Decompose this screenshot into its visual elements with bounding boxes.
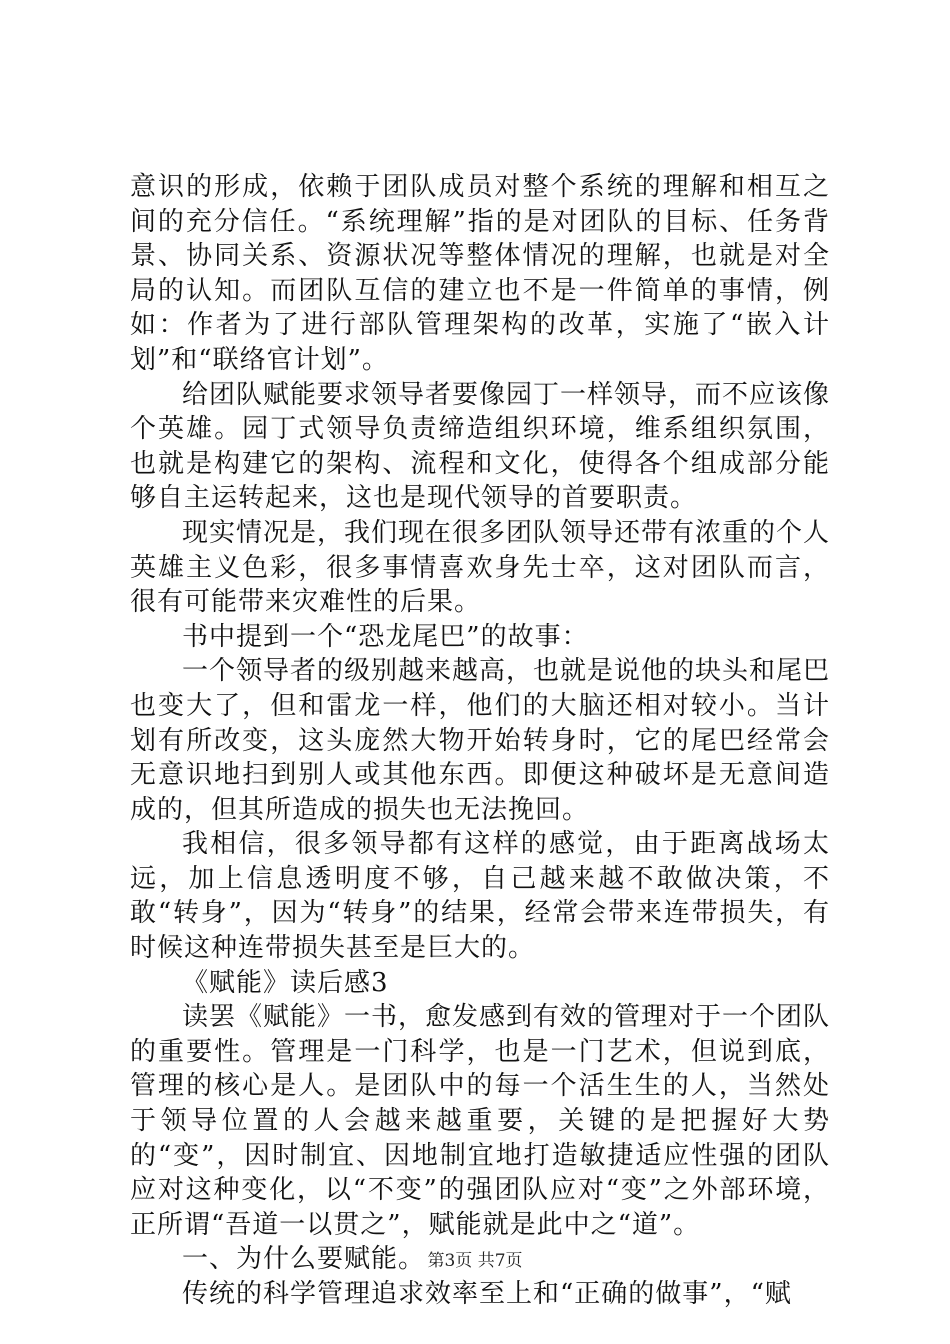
document-body bbox=[130, 170, 830, 1312]
subsection-heading: 一、为什么要赋能。 bbox=[182, 1244, 426, 1275]
paragraph-4: 书中提到一个“恐龙尾巴”的故事： bbox=[182, 621, 589, 652]
paragraph-7: 读罢《赋能》一书，愈发感到有效的管理对于一个团队的重要性。管理是一门科学，也是一门艺术，但说到底，管理的核心是人。是团队中的每一个活生生的人，当然处于领导位置的人会越来越重要，关键的是把握好大势的“变”，因时制宜、因地制宜地打造敏捷适应性强的团队应对这种变化，以“不变”的强团队应对“变”之外部环境，正所谓“吾道一以贯之”，赋能就是此中之“道”。 bbox=[130, 1002, 831, 1240]
paragraph-3: 现实情况是，我们现在很多团队领导还带有浓重的个人英雄主义色彩，很多事情喜欢身先士卒，这对团队而言，很有可能带来灾难性的后果。 bbox=[130, 517, 831, 618]
page-footer: 第3页 共7页 bbox=[427, 1251, 523, 1271]
paragraph-1: 意识的形成，依赖于团队成员对整个系统的理解和相互之间的充分信任。“系统理解”指的是对团队的目标、任务背景、协同关系、资源状况等整体情况的理解，也就是对全局的认知。而团队互信的建立也不是一件简单的事情，例如：作者为了进行部队管理架构的改革，实施了“嵌入计划”和“联络官计划”。 bbox=[130, 172, 830, 375]
section-heading: 《赋能》读后感3 bbox=[182, 967, 389, 998]
paragraph-2: 给团队赋能要求领导者要像园丁一样领导，而不应该像个英雄。园丁式领导负责缔造组织环境，维系组织氛围，也就是构建它的架构、流程和文化，使得各个组成部分能够自主运转起来，这也是现代领导的首要职责。 bbox=[130, 379, 831, 514]
paragraph-8: 传统的科学管理追求效率至上和“正确的做事”，“赋 bbox=[182, 1279, 792, 1309]
paragraph-6: 我相信，很多领导都有这样的感觉，由于距离战场太远，加上信息透明度不够，自己越来越不敢做决策，不敢“转身”，因为“转身”的结果，经常会带来连带损失，有时候这种连带损失甚至是巨大的。 bbox=[130, 829, 830, 964]
paragraph-5: 一个领导者的级别越来越高，也就是说他的块头和尾巴也变大了，但和雷龙一样，他们的大脑还相对较小。当计划有所改变，这头庞然大物开始转身时，它的尾巴经常会无意识地扫到别人或其他东西。即便这种破坏是无意间造成的，但其所造成的损失也无法挽回。 bbox=[130, 656, 831, 825]
